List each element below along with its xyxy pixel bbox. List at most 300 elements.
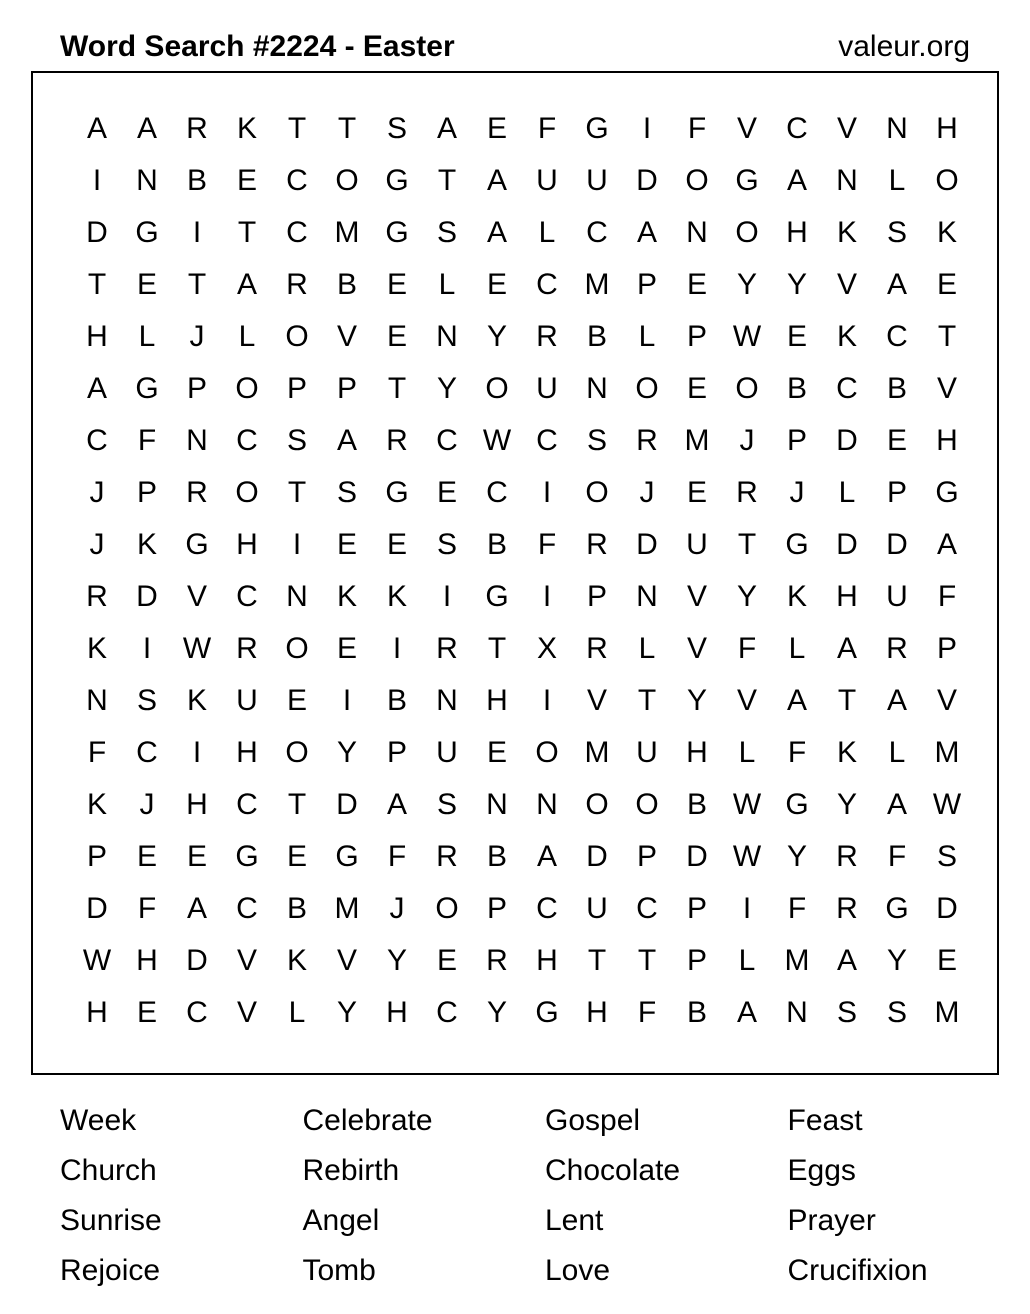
grid-cell[interactable]: A [486,164,507,197]
grid-cell[interactable]: F [887,840,907,873]
grid-cell[interactable]: K [86,632,107,665]
grid-cell[interactable]: H [936,112,958,145]
grid-cell[interactable]: G [235,840,259,873]
grid-cell[interactable]: W [482,424,512,457]
grid-cell[interactable]: N [686,216,708,249]
grid-cell[interactable]: L [538,216,556,249]
grid-cell[interactable]: N [186,424,208,457]
grid-cell[interactable]: S [436,528,457,561]
grid-cell[interactable]: G [185,528,209,561]
grid-cell[interactable]: I [442,580,452,613]
grid-cell[interactable]: G [385,164,409,197]
grid-cell[interactable]: C [286,164,308,197]
grid-cell[interactable]: A [136,112,157,145]
grid-cell[interactable]: D [836,528,858,561]
grid-cell[interactable]: U [886,580,908,613]
grid-cell[interactable]: O [285,736,309,769]
grid-cell[interactable]: O [235,476,259,509]
grid-cell[interactable]: L [238,320,256,353]
grid-cell[interactable]: V [336,944,357,977]
grid-cell[interactable]: U [436,736,458,769]
grid-cell[interactable]: A [186,892,207,925]
grid-cell[interactable]: K [836,736,857,769]
grid-cell[interactable]: A [786,164,807,197]
grid-cell[interactable]: G [385,476,409,509]
grid-cell[interactable]: V [936,684,957,717]
grid-cell[interactable]: P [886,476,907,509]
grid-cell[interactable]: G [385,216,409,249]
grid-cell[interactable]: S [936,840,957,873]
grid-cell[interactable]: O [585,476,609,509]
grid-cell[interactable]: P [486,892,507,925]
grid-cell[interactable]: G [885,892,909,925]
grid-cell[interactable]: O [635,372,659,405]
grid-cell[interactable]: K [136,528,157,561]
grid-cell[interactable]: G [585,112,609,145]
grid-cell[interactable]: F [137,424,157,457]
grid-cell[interactable]: J [639,476,655,509]
grid-cell[interactable]: Y [386,944,407,977]
grid-cell[interactable]: P [186,372,207,405]
grid-cell[interactable]: O [735,216,759,249]
grid-cell[interactable]: C [436,996,458,1029]
grid-cell[interactable]: E [286,840,307,873]
grid-cell[interactable]: G [135,372,159,405]
grid-cell[interactable]: E [286,684,307,717]
grid-cell[interactable]: F [637,996,657,1029]
grid-cell[interactable]: E [686,372,707,405]
grid-cell[interactable]: E [136,268,157,301]
grid-cell[interactable]: U [536,372,558,405]
grid-cell[interactable]: N [786,996,808,1029]
grid-cell[interactable]: K [936,216,957,249]
grid-cell[interactable]: Y [336,736,357,769]
grid-cell[interactable]: H [586,996,608,1029]
grid-cell[interactable]: H [236,528,258,561]
grid-cell[interactable]: G [535,996,559,1029]
grid-cell[interactable]: N [586,372,608,405]
grid-cell[interactable]: R [86,580,108,613]
grid-cell[interactable]: G [135,216,159,249]
grid-cell[interactable]: K [86,788,107,821]
grid-cell[interactable]: E [486,112,507,145]
grid-cell[interactable]: L [738,944,756,977]
grid-cell[interactable]: F [387,840,407,873]
grid-cell[interactable]: L [888,736,906,769]
grid-cell[interactable]: C [536,892,558,925]
grid-cell[interactable]: D [336,788,358,821]
grid-cell[interactable]: Y [486,996,507,1029]
grid-cell[interactable]: U [586,164,608,197]
grid-cell[interactable]: T [487,632,507,665]
grid-cell[interactable]: H [686,736,708,769]
grid-cell[interactable]: C [236,580,258,613]
grid-cell[interactable]: A [436,112,457,145]
grid-cell[interactable]: H [136,944,158,977]
grid-cell[interactable]: U [636,736,658,769]
grid-cell[interactable]: O [585,788,609,821]
grid-cell[interactable]: E [386,528,407,561]
grid-cell[interactable]: A [636,216,657,249]
grid-cell[interactable]: C [836,372,858,405]
grid-cell[interactable]: N [286,580,308,613]
grid-cell[interactable]: S [136,684,157,717]
grid-cell[interactable]: M [784,944,810,977]
grid-cell[interactable]: P [586,580,607,613]
grid-cell[interactable]: F [687,112,707,145]
grid-cell[interactable]: S [436,788,457,821]
grid-cell[interactable]: U [586,892,608,925]
grid-cell[interactable]: J [89,476,105,509]
grid-cell[interactable]: Y [786,840,807,873]
grid-cell[interactable]: V [686,580,707,613]
grid-cell[interactable]: I [92,164,102,197]
grid-cell[interactable]: D [86,892,108,925]
grid-cell[interactable]: L [738,736,756,769]
grid-cell[interactable]: V [236,996,257,1029]
grid-cell[interactable]: O [235,372,259,405]
grid-cell[interactable]: P [286,372,307,405]
grid-cell[interactable]: H [86,996,108,1029]
grid-cell[interactable]: B [386,684,407,717]
grid-cell[interactable]: W [932,788,962,821]
grid-cell[interactable]: O [335,164,359,197]
grid-cell[interactable]: W [732,788,762,821]
grid-cell[interactable]: I [192,216,202,249]
grid-cell[interactable]: H [536,944,558,977]
grid-cell[interactable]: P [136,476,157,509]
grid-cell[interactable]: K [786,580,807,613]
grid-cell[interactable]: R [286,268,308,301]
grid-cell[interactable]: B [686,996,707,1029]
grid-cell[interactable]: D [136,580,158,613]
grid-cell[interactable]: I [742,892,752,925]
grid-cell[interactable]: I [392,632,402,665]
grid-cell[interactable]: R [586,632,608,665]
grid-cell[interactable]: F [537,528,557,561]
grid-cell[interactable]: N [836,164,858,197]
grid-cell[interactable]: V [936,372,957,405]
grid-cell[interactable]: N [136,164,158,197]
grid-cell[interactable]: L [638,320,656,353]
grid-cell[interactable]: R [836,892,858,925]
grid-cell[interactable]: T [437,164,457,197]
grid-cell[interactable]: A [836,632,857,665]
grid-cell[interactable]: P [686,944,707,977]
grid-cell[interactable]: E [386,268,407,301]
grid-cell[interactable]: K [386,580,407,613]
grid-cell[interactable]: A [736,996,757,1029]
grid-cell[interactable]: B [186,164,207,197]
grid-cell[interactable]: N [436,684,458,717]
grid-cell[interactable]: T [637,944,657,977]
grid-cell[interactable]: O [285,320,309,353]
grid-cell[interactable]: R [636,424,658,457]
grid-cell[interactable]: J [189,320,205,353]
grid-cell[interactable]: U [686,528,708,561]
grid-cell[interactable]: D [836,424,858,457]
grid-cell[interactable]: B [686,788,707,821]
grid-cell[interactable]: A [86,112,107,145]
grid-cell[interactable]: G [485,580,509,613]
grid-cell[interactable]: Y [886,944,907,977]
grid-cell[interactable]: F [87,736,107,769]
grid-cell[interactable]: E [136,996,157,1029]
grid-cell[interactable]: L [138,320,156,353]
grid-cell[interactable]: T [837,684,857,717]
grid-cell[interactable]: D [936,892,958,925]
grid-cell[interactable]: E [436,944,457,977]
grid-cell[interactable]: S [586,424,607,457]
grid-cell[interactable]: M [334,216,360,249]
grid-cell[interactable]: N [886,112,908,145]
grid-cell[interactable]: K [236,112,257,145]
grid-cell[interactable]: E [336,632,357,665]
grid-cell[interactable]: K [836,216,857,249]
grid-cell[interactable]: B [336,268,357,301]
grid-cell[interactable]: M [584,736,610,769]
grid-cell[interactable]: W [732,320,762,353]
grid-cell[interactable]: A [536,840,557,873]
grid-cell[interactable]: X [536,632,557,665]
grid-cell[interactable]: O [285,632,309,665]
grid-cell[interactable]: O [535,736,559,769]
grid-cell[interactable]: H [786,216,808,249]
grid-cell[interactable]: J [389,892,405,925]
grid-cell[interactable]: H [186,788,208,821]
grid-cell[interactable]: E [186,840,207,873]
grid-cell[interactable]: T [387,372,407,405]
grid-cell[interactable]: E [786,320,807,353]
grid-cell[interactable]: S [436,216,457,249]
grid-cell[interactable]: F [137,892,157,925]
grid-cell[interactable]: B [486,840,507,873]
grid-cell[interactable]: T [937,320,957,353]
grid-cell[interactable]: P [386,736,407,769]
grid-cell[interactable]: P [936,632,957,665]
grid-cell[interactable]: D [636,164,658,197]
grid-cell[interactable]: O [435,892,459,925]
grid-cell[interactable]: I [192,736,202,769]
grid-cell[interactable]: V [836,268,857,301]
grid-cell[interactable]: C [236,892,258,925]
grid-cell[interactable]: E [236,164,257,197]
grid-cell[interactable]: P [86,840,107,873]
grid-cell[interactable]: C [486,476,508,509]
grid-cell[interactable]: B [586,320,607,353]
grid-cell[interactable]: A [336,424,357,457]
grid-cell[interactable]: D [686,840,708,873]
grid-cell[interactable]: R [436,632,458,665]
grid-cell[interactable]: C [536,424,558,457]
grid-cell[interactable]: S [886,216,907,249]
grid-cell[interactable]: E [936,268,957,301]
grid-cell[interactable]: O [735,372,759,405]
grid-cell[interactable]: L [638,632,656,665]
grid-cell[interactable]: B [786,372,807,405]
grid-cell[interactable]: C [586,216,608,249]
grid-cell[interactable]: E [486,736,507,769]
grid-cell[interactable]: N [536,788,558,821]
grid-cell[interactable]: M [934,736,960,769]
grid-cell[interactable]: K [836,320,857,353]
grid-cell[interactable]: F [737,632,757,665]
grid-cell[interactable]: S [836,996,857,1029]
grid-cell[interactable]: J [739,424,755,457]
grid-cell[interactable]: F [787,892,807,925]
grid-cell[interactable]: I [542,684,552,717]
grid-cell[interactable]: G [735,164,759,197]
grid-cell[interactable]: I [292,528,302,561]
grid-cell[interactable]: D [636,528,658,561]
grid-cell[interactable]: A [886,268,907,301]
grid-cell[interactable]: I [642,112,652,145]
grid-cell[interactable]: E [386,320,407,353]
grid-cell[interactable]: A [486,216,507,249]
grid-cell[interactable]: V [686,632,707,665]
grid-cell[interactable]: Y [836,788,857,821]
grid-cell[interactable]: F [537,112,557,145]
grid-cell[interactable]: A [386,788,407,821]
grid-cell[interactable]: P [336,372,357,405]
grid-cell[interactable]: J [139,788,155,821]
grid-cell[interactable]: C [86,424,108,457]
grid-cell[interactable]: E [336,528,357,561]
grid-cell[interactable]: C [236,788,258,821]
grid-cell[interactable]: E [486,268,507,301]
grid-cell[interactable]: G [785,788,809,821]
grid-cell[interactable]: A [86,372,107,405]
grid-cell[interactable]: T [337,112,357,145]
grid-cell[interactable]: R [186,476,208,509]
grid-cell[interactable]: D [586,840,608,873]
grid-cell[interactable]: C [286,216,308,249]
grid-cell[interactable]: H [836,580,858,613]
grid-cell[interactable]: M [584,268,610,301]
grid-cell[interactable]: A [936,528,957,561]
grid-cell[interactable]: K [186,684,207,717]
grid-cell[interactable]: J [89,528,105,561]
grid-cell[interactable]: G [935,476,959,509]
grid-cell[interactable]: I [342,684,352,717]
grid-cell[interactable]: A [236,268,257,301]
grid-cell[interactable]: U [536,164,558,197]
grid-cell[interactable]: I [142,632,152,665]
grid-cell[interactable]: P [636,268,657,301]
grid-cell[interactable]: U [236,684,258,717]
grid-cell[interactable]: N [86,684,108,717]
grid-cell[interactable]: Y [436,372,457,405]
grid-cell[interactable]: H [486,684,508,717]
grid-cell[interactable]: K [286,944,307,977]
grid-cell[interactable]: T [287,112,307,145]
grid-cell[interactable]: P [636,840,657,873]
grid-cell[interactable]: T [237,216,257,249]
grid-cell[interactable]: D [86,216,108,249]
grid-cell[interactable]: C [636,892,658,925]
grid-cell[interactable]: J [789,476,805,509]
letter-grid[interactable] [72,103,972,1039]
grid-cell[interactable]: T [87,268,107,301]
grid-cell[interactable]: E [886,424,907,457]
grid-cell[interactable]: O [935,164,959,197]
grid-cell[interactable]: O [635,788,659,821]
grid-cell[interactable]: L [788,632,806,665]
grid-cell[interactable]: A [836,944,857,977]
grid-cell[interactable]: Y [736,580,757,613]
grid-cell[interactable]: E [686,476,707,509]
grid-cell[interactable]: T [287,788,307,821]
grid-cell[interactable]: I [542,476,552,509]
grid-cell[interactable]: R [186,112,208,145]
grid-cell[interactable]: S [336,476,357,509]
grid-cell[interactable]: N [636,580,658,613]
grid-cell[interactable]: C [886,320,908,353]
grid-cell[interactable]: C [236,424,258,457]
grid-cell[interactable]: R [486,944,508,977]
grid-cell[interactable]: T [187,268,207,301]
grid-cell[interactable]: K [336,580,357,613]
grid-cell[interactable]: C [786,112,808,145]
grid-cell[interactable]: V [236,944,257,977]
grid-cell[interactable]: A [786,684,807,717]
grid-cell[interactable]: D [186,944,208,977]
grid-cell[interactable]: F [787,736,807,769]
grid-cell[interactable]: V [336,320,357,353]
grid-cell[interactable]: R [586,528,608,561]
grid-cell[interactable]: Y [686,684,707,717]
grid-cell[interactable]: L [288,996,306,1029]
grid-cell[interactable]: H [386,996,408,1029]
grid-cell[interactable]: V [186,580,207,613]
grid-cell[interactable]: Y [736,268,757,301]
grid-cell[interactable]: E [936,944,957,977]
grid-cell[interactable]: W [182,632,212,665]
grid-cell[interactable]: M [684,424,710,457]
grid-cell[interactable]: B [486,528,507,561]
grid-cell[interactable]: R [736,476,758,509]
grid-cell[interactable]: E [136,840,157,873]
grid-cell[interactable]: T [587,944,607,977]
grid-cell[interactable]: B [286,892,307,925]
grid-cell[interactable]: C [136,736,158,769]
grid-cell[interactable]: R [386,424,408,457]
grid-cell[interactable]: G [785,528,809,561]
grid-cell[interactable]: H [86,320,108,353]
grid-cell[interactable]: L [888,164,906,197]
grid-cell[interactable]: O [485,372,509,405]
grid-cell[interactable]: P [686,320,707,353]
grid-cell[interactable]: S [286,424,307,457]
grid-cell[interactable]: V [736,684,757,717]
grid-cell[interactable]: C [536,268,558,301]
grid-cell[interactable]: R [886,632,908,665]
grid-cell[interactable]: L [838,476,856,509]
grid-cell[interactable]: S [386,112,407,145]
grid-cell[interactable]: R [236,632,258,665]
grid-cell[interactable]: P [786,424,807,457]
grid-cell[interactable]: T [637,684,657,717]
grid-cell[interactable]: O [685,164,709,197]
grid-cell[interactable]: N [486,788,508,821]
grid-cell[interactable]: A [886,788,907,821]
grid-cell[interactable]: V [586,684,607,717]
grid-cell[interactable]: N [436,320,458,353]
grid-cell[interactable]: L [438,268,456,301]
grid-cell[interactable]: R [436,840,458,873]
grid-cell[interactable]: R [536,320,558,353]
grid-cell[interactable]: A [886,684,907,717]
